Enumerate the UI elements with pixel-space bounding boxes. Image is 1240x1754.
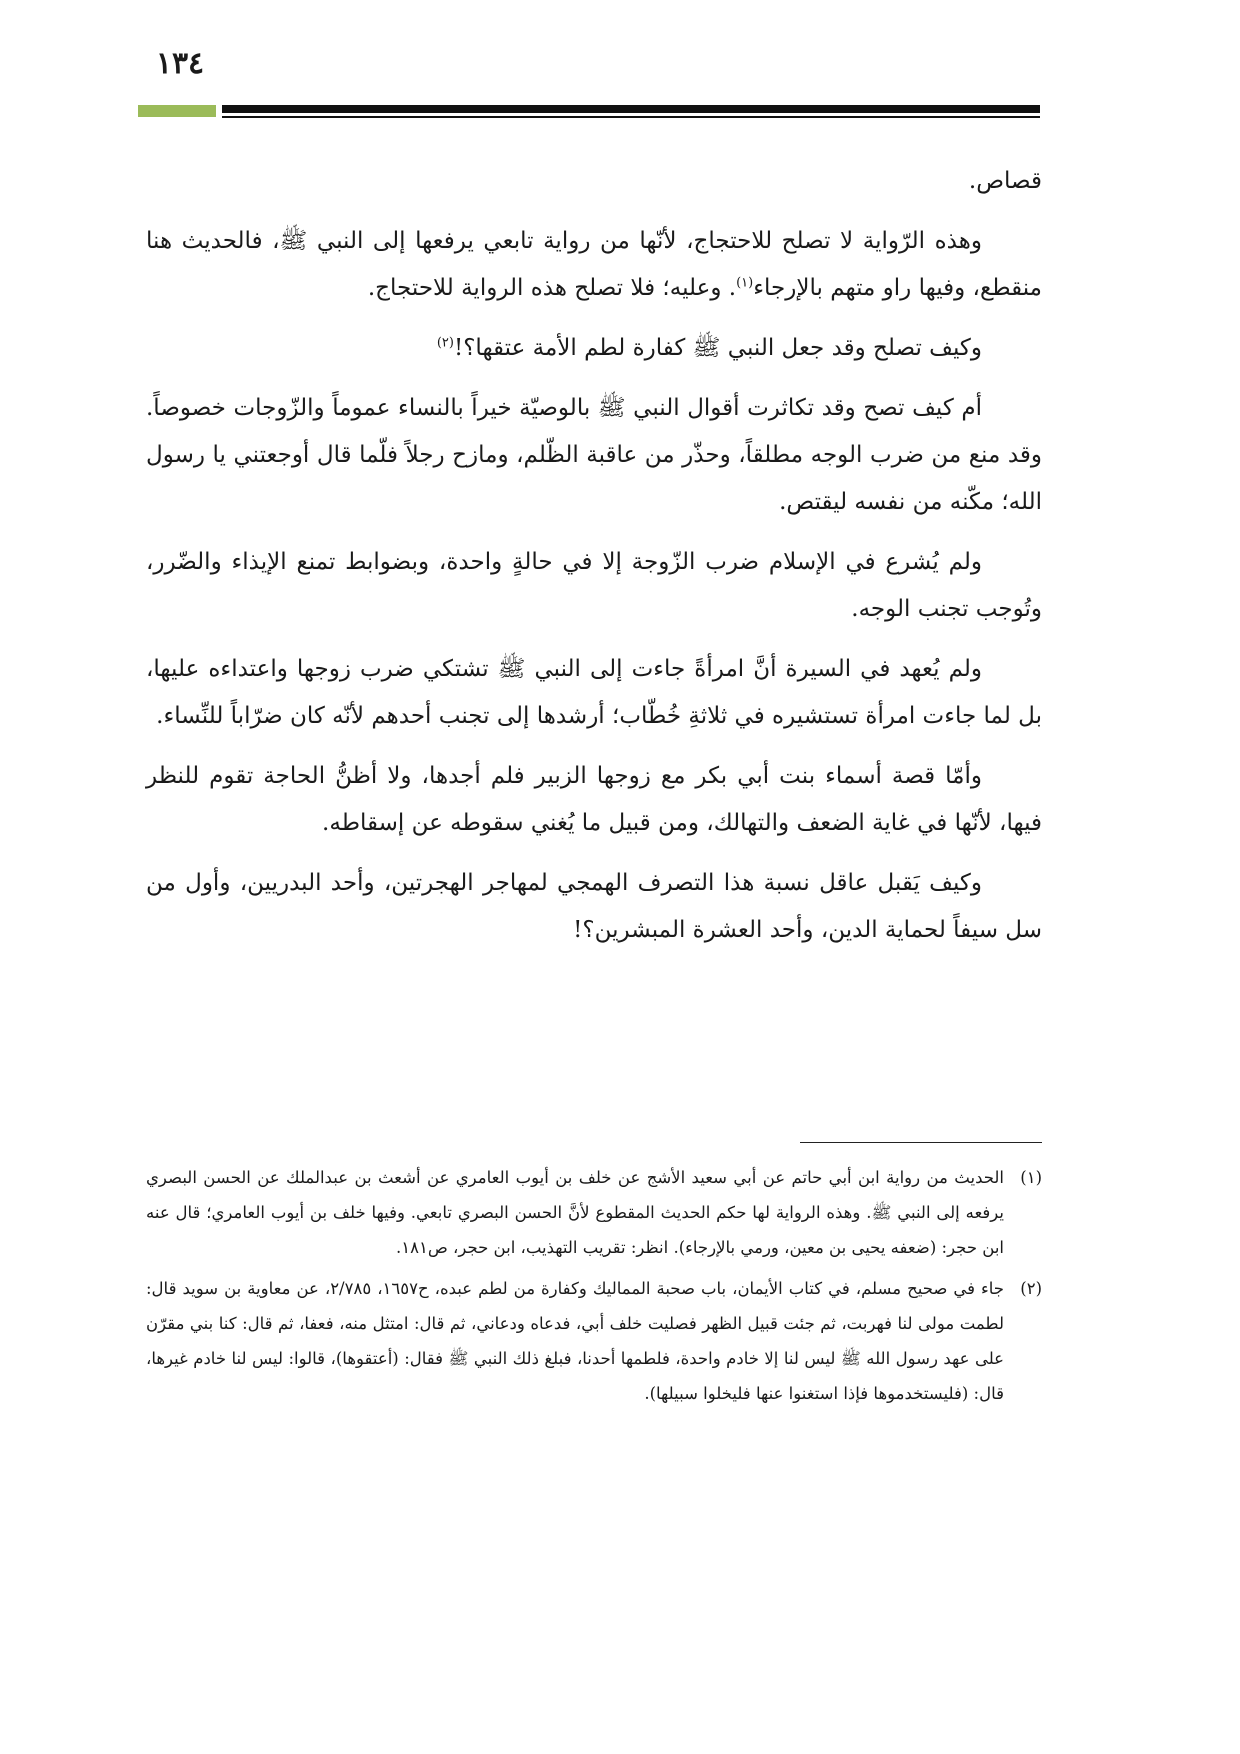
footnote-text: الحديث من رواية ابن أبي حاتم عن أبي سعيد الأشج عن خلف بن أيوب العامري عن أشعث بن عبدالملك عن الحسن البصري يرفعه إلى النبي ﷺ. وهذه الرواية لها حكم الحديث المقطوع لأنَّ الحسن البصري تابعي. وفيها خلف بن أيوب العامري؛ قال عنه ابن حجر: (ضعفه يحيى بن معين، ورمي بالإرجاء). انظر: تقريب التهذيب، ابن حجر، ص١٨١. [146, 1168, 1004, 1257]
paragraph-0: قصاص. [968, 168, 1042, 194]
paragraph-1-text: وهذه الرّواية لا تصلح للاحتجاج، لأنّها من رواية تابعي يرفعها إلى النبي ﷺ، فالحديث هنا منقطع، وفيها راو متهم بالإرجاء [146, 228, 1042, 301]
main-text [146, 158, 1042, 954]
footnote-ref-1[interactable]: (١) [736, 275, 754, 291]
paragraph-7: وكيف يَقبل عاقل نسبة هذا التصرف الهمجي لمهاجر الهجرتين، وأحد البدريين، وأول من سل سيفاً لحماية الدين، وأحد العشرة المبشرين؟! [146, 870, 1042, 943]
paragraph-1 [146, 218, 1042, 312]
footnote-separator [800, 1142, 1042, 1143]
page-number: ١٣٤ [155, 46, 205, 81]
paragraph-6: وأمّا قصة أسماء بنت أبي بكر مع زوجها الزبير فلم أجدها، ولا أظنُّ الحاجة تقوم للنظر فيها، لأنّها في غاية الضعف والتهالك، ومن قبيل ما يُغني سقوطه عن إسقاطه. [146, 763, 1042, 836]
paragraph-5: ولم يُعهد في السيرة أنَّ امرأةً جاءت إلى النبي ﷺ تشتكي ضرب زوجها واعتداءه عليها، بل لما جاءت امرأة تستشيره في ثلاثةِ خُطّاب؛ أرشدها إلى تجنب أحدهم لأنّه كان ضرّاباً للنِّساء. [146, 656, 1042, 729]
footnote-text: جاء في صحيح مسلم، في كتاب الأيمان، باب صحبة المماليك وكفارة من لطم عبده، ح١٦٥٧، ٢/٧٨٥، عن معاوية بن سويد قال: لطمت مولى لنا فهربت، ثم جئت قبيل الظهر فصليت خلف أبي، فدعاه ودعاني، ثم قال: امتثل منه، فعفا، ثم قال: كنا بني مقرّن على عهد رسول الله ﷺ ليس لنا إلا خادم واحدة، فلطمها أحدنا، فبلغ ذلك النبي ﷺ فقال: (أعتقوها)، قالوا: ليس لنا خادم غيرها، قال: (فليستخدموها فإذا استغنوا عنها فليخلوا سبيلها). [146, 1279, 1004, 1403]
paragraph-3: أم كيف تصح وقد تكاثرت أقوال النبي ﷺ بالوصيّة خيراً بالنساء عموماً والزّوجات خصوصاً. وقد منع من ضرب الوجه مطلقاً، وحذّر من عاقبة الظّلم، ومازح رجلاً فلّما قال أوجعتني يا رسول الله؛ مكّنه من نفسه ليقتص. [146, 395, 1042, 515]
paragraph-2 [146, 325, 1042, 372]
paragraph-2-text: وكيف تصلح وقد جعل النبي ﷺ كفارة لطم الأمة عتقها؟! [453, 335, 982, 361]
paragraph-1-tail: . وعليه؛ فلا تصلح هذه الرواية للاحتجاج. [367, 275, 737, 301]
header-thick-rule [222, 105, 1040, 113]
footnote-ref-2[interactable]: (٢) [436, 335, 454, 351]
footnote-number: (١) [1020, 1168, 1042, 1187]
footnotes [146, 1160, 1042, 1417]
footnote-2 [146, 1271, 1042, 1411]
footnote-1 [146, 1160, 1042, 1265]
header-thin-rule [222, 116, 1040, 118]
paragraph-4: ولم يُشرع في الإسلام ضرب الزّوجة إلا في حالةٍ واحدة، وبضوابط تمنع الإيذاء والضّرر، وتُوجب تجنب الوجه. [146, 549, 1042, 622]
header-accent-rule [138, 105, 216, 117]
footnote-number: (٢) [1020, 1279, 1042, 1298]
